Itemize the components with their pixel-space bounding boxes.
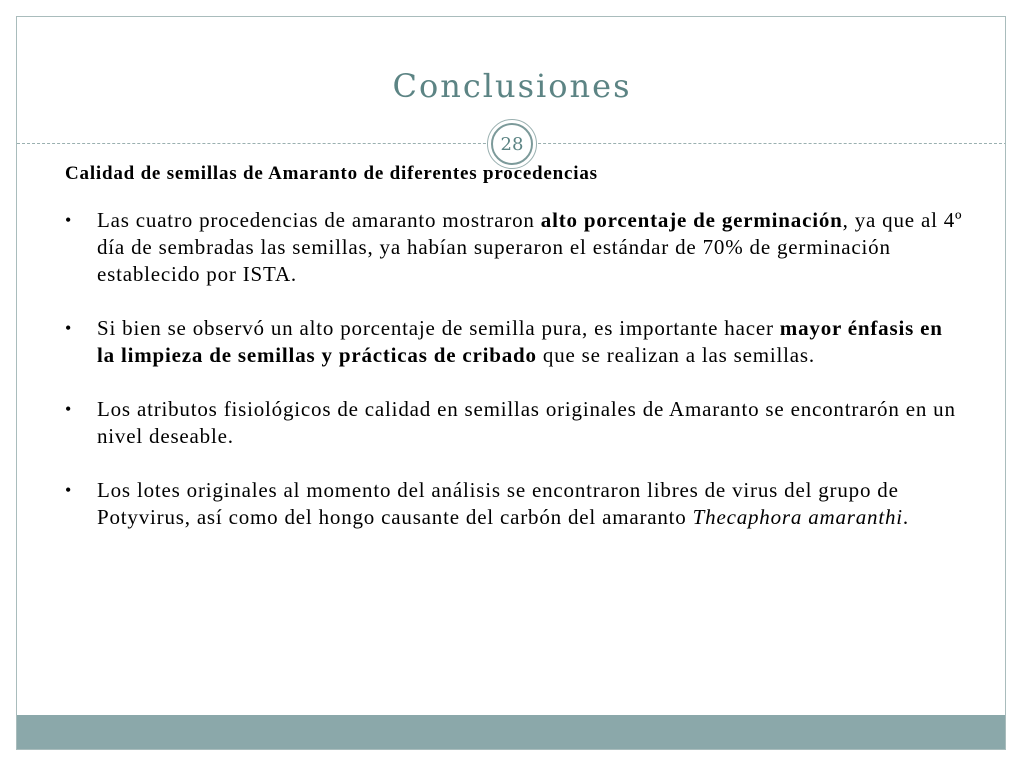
slide-content xyxy=(65,163,965,558)
bullet-text: Las cuatro procedencias de amaranto mostraron xyxy=(97,208,541,232)
footer-bar xyxy=(17,715,1005,749)
bullet-dot-icon: • xyxy=(65,480,73,500)
bullet-text: Los lotes originales al momento del análisis se encontraron libres de virus del grupo de Potyvirus, así como del hongo causante del carbón del amaranto xyxy=(97,478,899,529)
bullet-emphasis: mayor énfasis en la limpieza de semillas y prácticas de cribado xyxy=(97,316,943,367)
bullet-dot-icon: • xyxy=(65,399,73,419)
bullet-text: Los atributos fisiológicos de calidad en semillas originales de Amaranto se encontrarón en un nivel deseable. xyxy=(97,397,956,448)
bullet-text: que se realizan a las semillas. xyxy=(536,343,815,367)
bullet-list xyxy=(65,207,965,531)
slide-title: Conclusiones xyxy=(392,67,632,105)
bullet-text: Si bien se observó un alto porcentaje de semilla pura, es importante hacer xyxy=(97,316,780,340)
bullet-emphasis: alto porcentaje de germinación xyxy=(540,208,843,232)
bullet-dot-icon: • xyxy=(65,210,73,230)
bullet-text: , ya que al 4º día de sembradas las semillas, ya habían superaron el estándar de 70% de germinación establecido por ISTA. xyxy=(97,208,963,286)
slide-subtitle: Calidad de semillas de Amaranto de diferentes procedencias xyxy=(65,163,598,184)
slide xyxy=(16,16,1006,750)
page-number: 28 xyxy=(491,123,533,165)
bullet-dot-icon: • xyxy=(65,318,73,338)
bullet-item xyxy=(65,315,965,369)
bullet-item xyxy=(65,477,965,531)
bullet-item xyxy=(65,396,965,450)
page-number-badge xyxy=(487,119,537,169)
species-name: Thecaphora amaranthi xyxy=(692,505,903,529)
bullet-item xyxy=(65,207,965,288)
bullet-text: . xyxy=(902,505,909,529)
